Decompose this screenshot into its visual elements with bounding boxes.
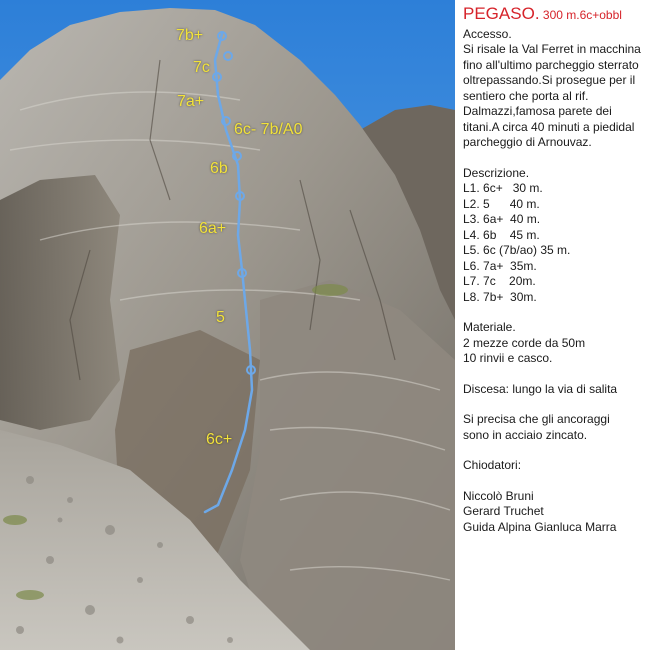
pitch-row: L8. 7b+ 30m. xyxy=(463,289,537,304)
pitch-row: L1. 6c+ 30 m. xyxy=(463,181,543,195)
route-summary: 300 m.6c+obbl xyxy=(542,8,622,22)
chiodatori-heading: Chiodatori: xyxy=(463,458,522,472)
accesso-line: parcheggio di Arnouvaz. xyxy=(463,135,592,149)
chiodatore-name: Gerard Truchet xyxy=(463,504,544,518)
chiodatore-name: Guida Alpina Gianluca Marra xyxy=(463,519,617,534)
grade-label-l6: 7a+ xyxy=(177,93,205,110)
materiale-line: 2 mezze corde da 50m xyxy=(463,335,586,350)
pitch-row: L2. 5 40 m. xyxy=(463,196,540,211)
grade-label-l4: 6b xyxy=(210,160,228,177)
grade-label-l5: 6c- 7b/A0 xyxy=(234,121,303,138)
accesso-line: fino all'ultimo parcheggio sterrato xyxy=(463,57,639,72)
materiale-heading: Materiale. xyxy=(463,320,516,334)
descrizione-heading: Descrizione. xyxy=(463,165,530,180)
grade-label-l2: 5 xyxy=(216,309,225,326)
pitch-row: L7. 7c 20m. xyxy=(463,274,536,288)
pitch-row: L3. 6a+ 40 m. xyxy=(463,212,541,226)
chiodatore-name: Niccolò Bruni xyxy=(463,488,534,503)
accesso-heading: Accesso. xyxy=(463,26,512,41)
left-overhang xyxy=(0,175,120,430)
accesso-line: Si risale la Val Ferret in macchina xyxy=(463,42,641,56)
route-name-period: . xyxy=(534,4,540,23)
route-name: PEGASO xyxy=(463,4,535,23)
accesso-line: titani.A circa 40 minuti a piedidal xyxy=(463,119,635,134)
pitch-row: L6. 7a+ 35m. xyxy=(463,258,537,273)
ancoraggi-line: sono in acciaio zincato. xyxy=(463,427,588,442)
route-title xyxy=(463,6,663,24)
route-info-panel xyxy=(463,6,663,535)
ancoraggi-line: Si precisa che gli ancoraggi xyxy=(463,412,610,426)
right-slabs xyxy=(240,280,455,650)
accesso-line: sentiero che porta al rif. xyxy=(463,88,589,103)
discesa-text: Discesa: lungo la via di salita xyxy=(463,381,618,396)
pitch-row: L4. 6b 45 m. xyxy=(463,227,540,242)
grade-label-l3: 6a+ xyxy=(199,220,227,237)
grade-label-l8: 7b+ xyxy=(176,27,204,44)
grade-label-l1: 6c+ xyxy=(206,431,233,448)
materiale-line: 10 rinvii e casco. xyxy=(463,351,553,365)
grade-label-l7: 7c xyxy=(193,59,210,76)
accesso-line: Dalmazzi,famosa parete dei xyxy=(463,104,612,118)
pitch-row: L5. 6c (7b/ao) 35 m. xyxy=(463,243,571,257)
accesso-line: oltrepassando.Si prosegue per il xyxy=(463,73,636,87)
